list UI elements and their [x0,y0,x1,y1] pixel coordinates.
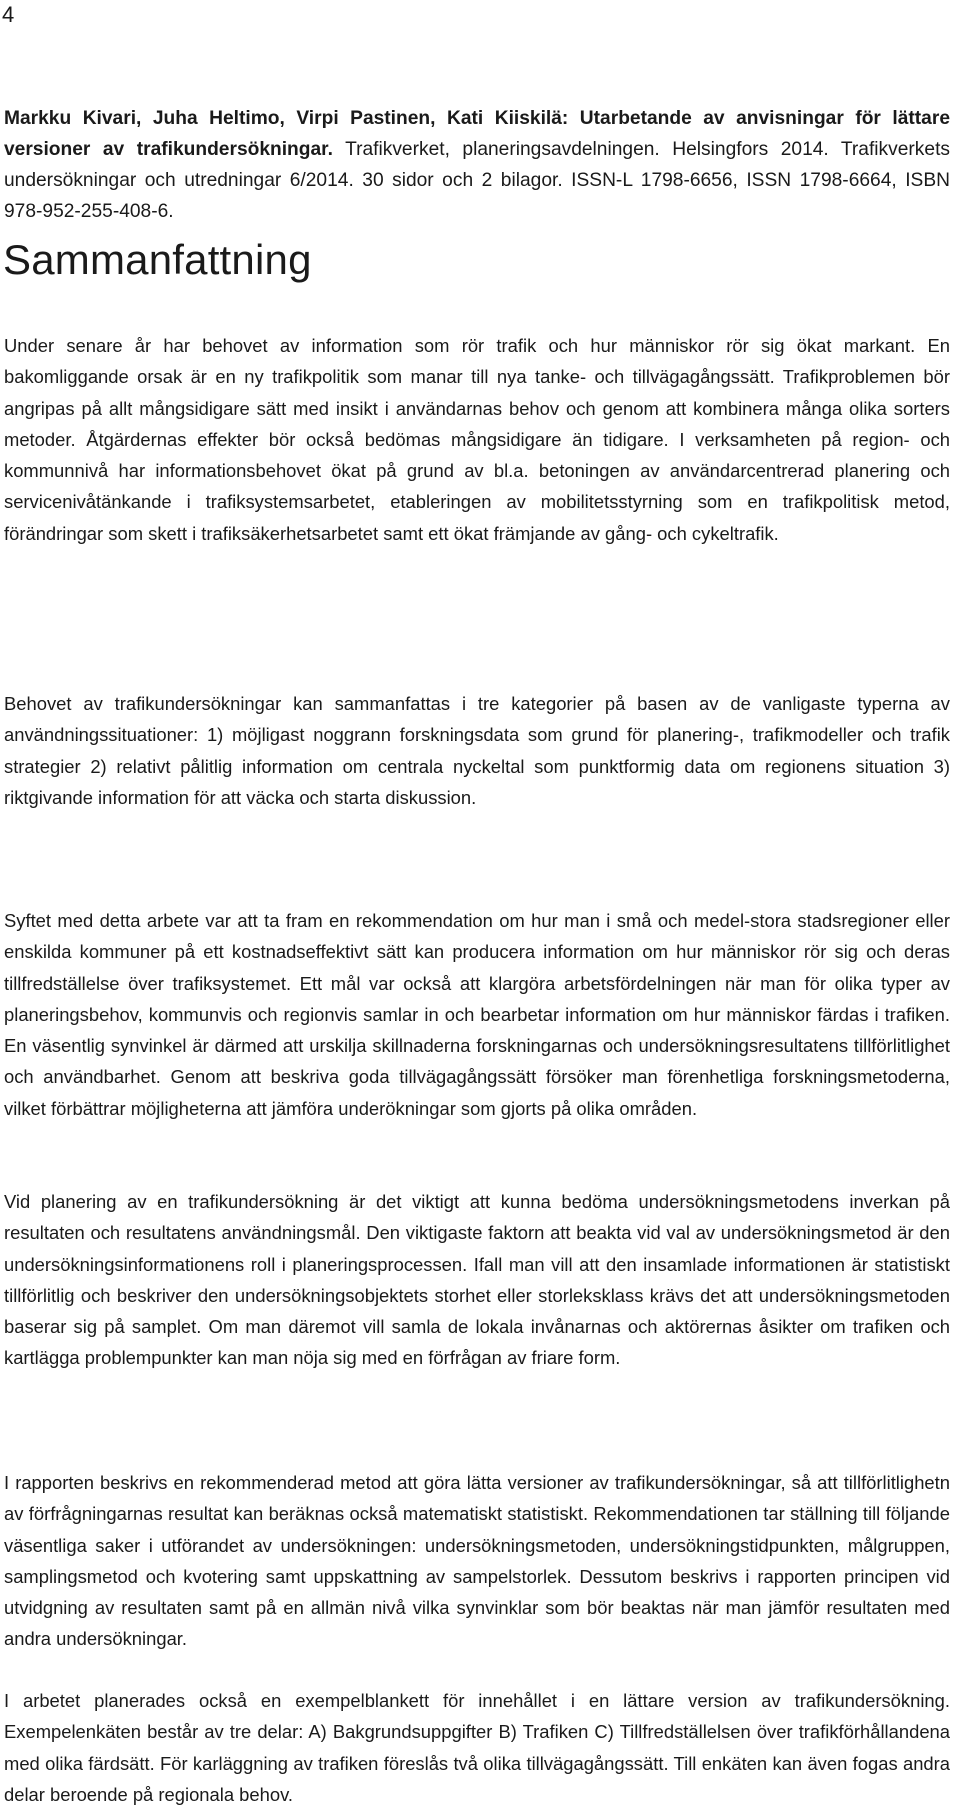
authors-and-title: Markku Kivari, Juha Heltimo, Virpi Pastinen, Kati Kiiskilä: Utarbetande av anvisningar för lättare versioner av trafikundersökningar. [4,108,950,160]
summary-paragraph-4: Vid planering av en trafikundersökning är det viktigt att kunna bedöma undersökningsmetodens inverkan på resultaten och resultatens användningsmål. Den viktigaste faktorn att beakta vid val av undersökningsmetod är den undersökningsinformationens roll i planeringsprocessen. Ifall man vill att den insamlade informationen är statistiskt tillförlitlig och beskriver den undersökningsobjektets storhet eller storleksklass krävs det att undersökningsmetoden baserar sig på samplet. Om man däremot vill samla de lokala invånarnas och aktörernas åsikter om trafiken och kartlägga problempunkter kan man nöja sig med en förfrågan av friare form. [4,1191,950,1369]
summary-paragraph-5: I rapporten beskrivs en rekommenderad metod att göra lätta versioner av trafikundersökningar, så att tillförlitlighetn av förfrågningarnas resultat kan beräknas också matematiskt statistiskt. Rekommendationen tar ställning till följande väsentliga saker i utförandet av undersökningen: undersökningsmetoden, undersökningstidpunkten, målgruppen, samplingsmetod och kvotering samt uppskattning av sampelstorlek. Dessutom beskrivs i rapporten principen vid utvidgning av resultaten samt på en allmän nivå vilka synvinklar som bör beaktas när man jämför resultaten med andra undersökningar. [4,1472,950,1650]
page-number: 4 [2,2,15,27]
section-heading: Sammanfattning [3,236,312,283]
publication-details: Trafikverket, planeringsavdelningen. Helsingfors 2014. Trafikverkets undersökningar och utredningar 6/2014. 30 sidor och 2 bilagor. ISSN-L 1798-6656, ISSN 1798-6664, ISBN 978-952-255-408-6. [4,139,950,222]
summary-paragraph-1: Under senare år har behovet av information som rör trafik och hur människor rör sig ökat markant. En bakomliggande orsak är en ny trafikpolitik som manar till nya tanke- och tillvägagångssätt. Trafikproblemen bör angripas på allt mångsidigare sätt med insikt i användarnas behov och genom att kombinera många olika sorters metoder. Åtgärdernas effekter bör också bedömas mångsidigare än tidigare. I verksamheten på region- och kommunnivå har informationsbehovet ökat på grund av bl.a. betoningen av användarcentrerad planering och servicenivåtänkande i trafiksystemsarbetet, etableringen av mobilitetsstyrning som en trafikpolitisk metod, förändringar som skett i trafiksäkerhetsarbetet samt ett ökat främjande av gång- och cykeltrafik. [4,335,950,544]
summary-paragraph-2: Behovet av trafikundersökningar kan sammanfattas i tre kategorier på basen av de vanligaste typerna av användningssituationer: 1) möjligast noggrann forskningsdata som grund för planering-, trafikmodeller och trafik strategier 2) relativt pålitlig information om centrala nyckeltal som punktformig data om regionens situation 3) riktgivande information för att väcka och starta diskussion. [4,693,950,808]
summary-paragraph-6: I arbetet planerades också en exempelblankett för innehållet i en lättare version av trafikundersökning. Exempelenkäten består av tre delar: A) Bakgrundsuppgifter B) Trafiken C) Tillfredställelsen över trafikförhållandena med olika färdsätt. För karläggning av trafiken föreslås två olika tillvägagångssätt. Till enkäten kan även fogas andra delar beroende på regionala behov. [4,1690,950,1805]
summary-paragraph-3: Syftet med detta arbete var att ta fram en rekommendation om hur man i små och medel-stora stadsregioner eller enskilda kommuner på ett kostnadseffektivt sätt kan producera information om hur människor rör sig och deras tillfredställelse över trafiksystemet. Ett mål var också att klargöra arbetsfördelningen när man för olika typer av planeringsbehov, kommunvis och regionvis samlar in och bearbetar information om hur människor färdas i trafiken. En väsentlig synvinkel är därmed att urskilja skillnaderna forskningarnas och undersökningsresultatens tillförlitlighet och användbarhet. Genom att beskriva goda tillvägagångssätt försöker man förenhetliga forskningsmetoderna, vilket förbättrar möjligheterna att jämföra underökningar som gjorts på olika områden. [4,910,950,1119]
bibliographic-reference [4,103,950,227]
